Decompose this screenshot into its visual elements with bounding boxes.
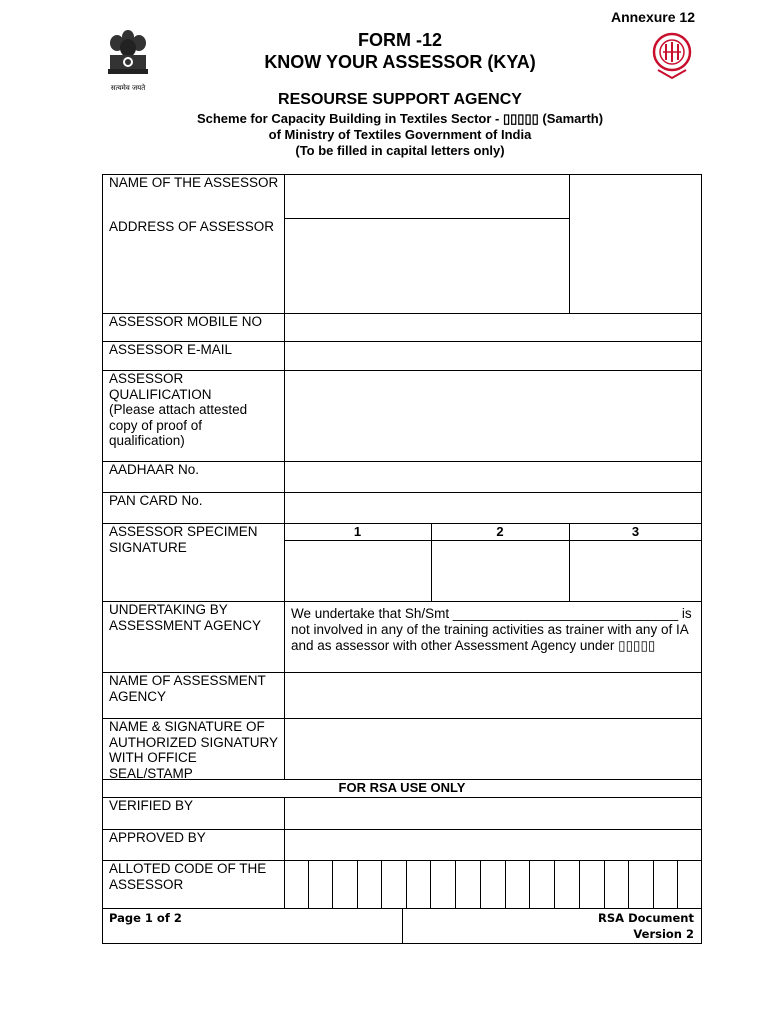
rsa-use-heading: FOR RSA USE ONLY [338, 780, 466, 795]
ministry-line: of Ministry of Textiles Government of India [268, 127, 532, 142]
agency-name-label: NAME OF ASSESSMENT AGENCY [109, 673, 266, 704]
signature-col-1: 1 [353, 524, 362, 539]
national-emblem-icon [104, 28, 152, 94]
ministry-logo-icon [650, 30, 694, 80]
form-title: KNOW YOUR ASSESSOR (KYA) [264, 52, 536, 72]
aadhaar-label: AADHAAR No. [109, 462, 200, 477]
signature-col-3: 3 [631, 524, 640, 539]
document-version: Version 2 [633, 927, 694, 941]
signature-col-2: 2 [496, 524, 504, 539]
address-label: ADDRESS OF ASSESSOR [109, 219, 275, 234]
scheme-line: Scheme for Capacity Building in Textiles Sector - ▯▯▯▯▯ (Samarth) [196, 111, 604, 126]
email-label: ASSESSOR E-MAIL [109, 342, 233, 357]
verified-label: VERIFIED BY [109, 798, 194, 813]
caps-instruction: (To be filled in capital letters only) [295, 143, 505, 158]
authorized-label: NAME & SIGNATURE OF AUTHORIZED SIGNATURY WITH OFFICE SEAL/STAMP [109, 719, 278, 781]
page-number: Page 1 of 2 [109, 911, 182, 925]
signature-label: ASSESSOR SPECIMEN SIGNATURE [109, 524, 258, 555]
document-name: RSA Document [598, 911, 694, 925]
annexure-label: Annexure 12 [610, 9, 695, 25]
pan-label: PAN CARD No. [109, 493, 203, 508]
form-number: FORM -12 [357, 30, 442, 50]
qualification-label: ASSESSOR QUALIFICATION [109, 371, 212, 402]
mobile-label: ASSESSOR MOBILE NO [109, 314, 263, 329]
code-label: ALLOTED CODE OF THE ASSESSOR [109, 861, 267, 892]
undertaking-label: UNDERTAKING BY ASSESSMENT AGENCY [109, 602, 262, 633]
emblem-caption: सत्यमेव जयते [110, 84, 146, 92]
approved-label: APPROVED BY [109, 830, 206, 845]
qualification-note: (Please attach attested copy of proof of qualification) [109, 402, 248, 448]
agency-heading: RESOURSE SUPPORT AGENCY [278, 91, 522, 108]
name-label: NAME OF THE ASSESSOR [109, 175, 279, 190]
undertaking-text: We undertake that Sh/Smt ______________________________ is not involved in any of the training activities as trainer with any of IA and as assessor with other Assessment Agency under ▯▯▯▯▯ [291, 606, 692, 653]
